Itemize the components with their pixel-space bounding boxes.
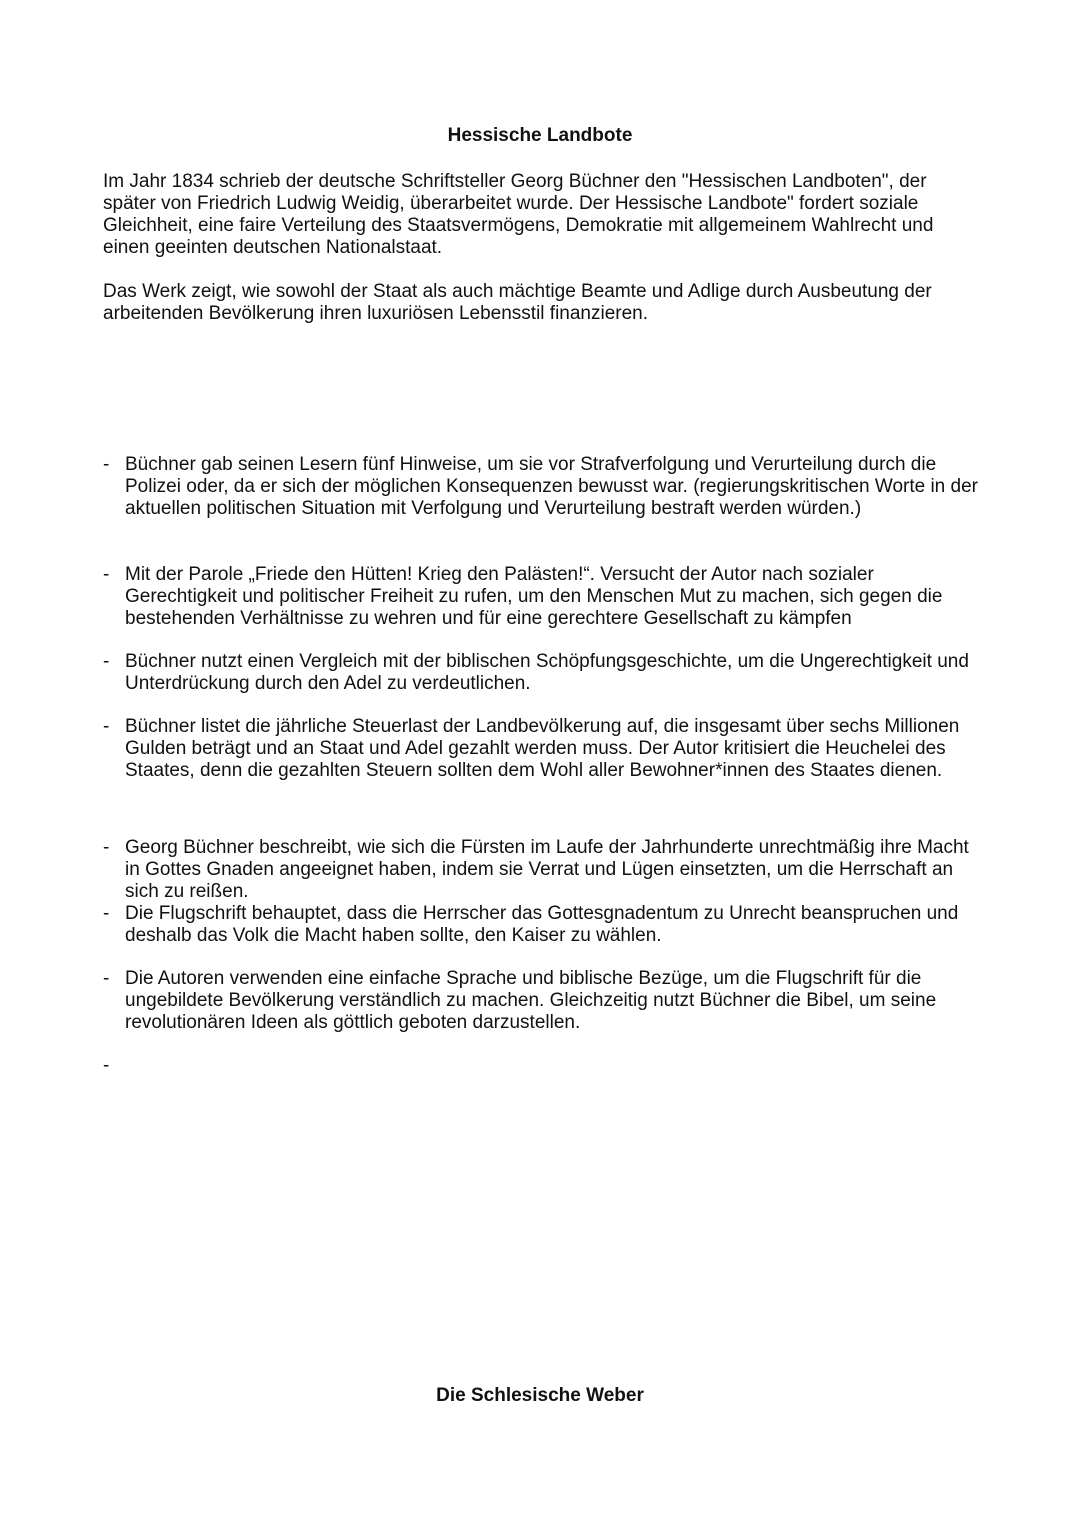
list-item-text: Büchner gab seinen Lesern fünf Hinweise, um sie vor Strafverfolgung und Verurteilung durch die Polizei oder, da er sich der möglichen Konsequenzen bewusst war. (regierungskritischen Worte in der aktuellen politischen Situation mit Verfolgung und Verurteilung bestraft werden würden.) (125, 454, 978, 519)
list-item-text: Büchner nutzt einen Vergleich mit der biblischen Schöpfungsgeschichte, um die Ungerechtigkeit und Unterdrückung durch den Adel zu verdeutlichen. (125, 651, 969, 694)
bullet-dash: - (103, 651, 110, 672)
bullet-dash: - (103, 564, 110, 585)
section-title: Die Schlesische Weber (436, 1385, 644, 1406)
bullet-dash: - (103, 1055, 110, 1076)
bullet-dash: - (103, 968, 110, 989)
bullet-dash: - (103, 716, 110, 737)
intro-paragraph-2: Das Werk zeigt, wie sowohl der Staat als auch mächtige Beamte und Adlige durch Ausbeutung der arbeitenden Bevölkerung ihren luxuriösen Lebensstil finanzieren. (103, 281, 932, 324)
bullet-dash: - (103, 837, 110, 858)
intro-paragraph-1: Im Jahr 1834 schrieb der deutsche Schriftsteller Georg Büchner den "Hessischen Landboten", der später von Friedrich Ludwig Weidig, überarbeitet wurde. Der Hessische Landbote" fordert soziale Gleichheit, eine faire Verteilung des Staatsvermögens, Demokratie mit allgemeinem Wahlrecht und einen geeinten deutschen Nationalstaat. (103, 171, 934, 258)
list-item-text: Die Flugschrift behauptet, dass die Herrscher das Gottesgnadentum zu Unrecht beanspruchen und deshalb das Volk die Macht haben sollte, den Kaiser zu wählen. (125, 903, 959, 946)
list-item-text: Georg Büchner beschreibt, wie sich die Fürsten im Laufe der Jahrhunderte unrechtmäßig ihre Macht in Gottes Gnaden angeeignet haben, indem sie Verrat und Lügen einsetzten, um die Herrschaft an sich zu reißen. (125, 837, 969, 902)
bullet-dash: - (103, 903, 110, 924)
bullet-dash: - (103, 454, 110, 475)
list-item-text: Die Autoren verwenden eine einfache Sprache und biblische Bezüge, um die Flugschrift für die ungebildete Bevölkerung verständlich zu machen. Gleichzeitig nutzt Büchner die Bibel, um seine revolutionären Ideen als göttlich geboten darzustellen. (125, 968, 937, 1033)
list-item-text: Mit der Parole „Friede den Hütten! Krieg den Palästen!“. Versucht der Autor nach sozialer Gerechtigkeit und politischer Freiheit zu rufen, um den Menschen Mut zu machen, sich gegen die bestehenden Verhältnisse zu wehren und für eine gerechtere Gesellschaft zu kämpfen (125, 564, 943, 629)
list-item-text: Büchner listet die jährliche Steuerlast der Landbevölkerung auf, die insgesamt über sechs Millionen Gulden beträgt und an Staat und Adel gezahlt werden muss. Der Autor kritisiert die Heuchelei des Staates, denn die gezahlten Steuern sollten dem Wohl aller Bewohner*innen des Staates dienen. (125, 716, 960, 781)
page-title: Hessische Landbote (447, 125, 633, 146)
